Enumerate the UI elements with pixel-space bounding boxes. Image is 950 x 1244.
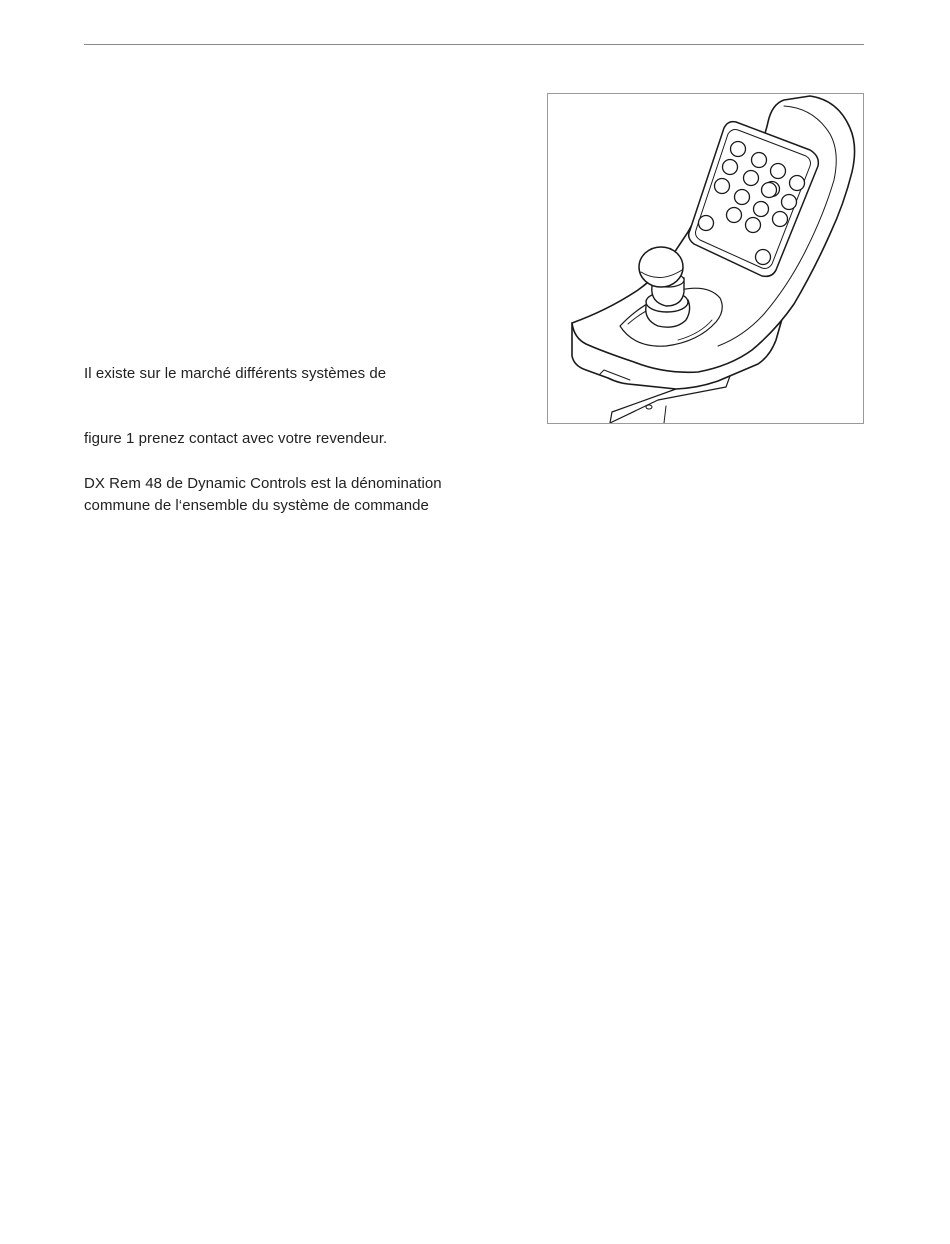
keypad-button: [771, 164, 786, 179]
figure-1-frame: [547, 93, 864, 424]
header-rule: [84, 44, 864, 45]
keypad-button: [773, 212, 788, 227]
keypad-button: [727, 208, 742, 223]
keypad-button: [752, 153, 767, 168]
keypad-button: [790, 176, 805, 191]
paragraph-intro: Il existe sur le marché différents systèmes de: [84, 365, 387, 382]
keypad-button: [762, 183, 777, 198]
keypad-button: [735, 190, 750, 205]
keypad-button: [754, 202, 769, 217]
joystick-control-illustration: [548, 94, 863, 423]
keypad-button: [731, 142, 746, 157]
paragraph-dx-rem-line-1: DX Rem 48 de Dynamic Controls est la dénomination: [84, 475, 442, 492]
keypad-button: [782, 195, 797, 210]
keypad-button: [756, 250, 771, 265]
paragraph-contact: figure 1 prenez contact avec votre revendeur.: [84, 430, 388, 447]
paragraph-dx-rem: [84, 473, 442, 517]
keypad-button: [744, 171, 759, 186]
keypad-button: [746, 218, 761, 233]
keypad-button: [715, 179, 730, 194]
joystick-knob: [639, 247, 683, 287]
keypad-button: [699, 216, 714, 231]
keypad-button: [723, 160, 738, 175]
paragraph-dx-rem-line-2: commune de l‘ensemble du système de commande: [84, 497, 429, 514]
